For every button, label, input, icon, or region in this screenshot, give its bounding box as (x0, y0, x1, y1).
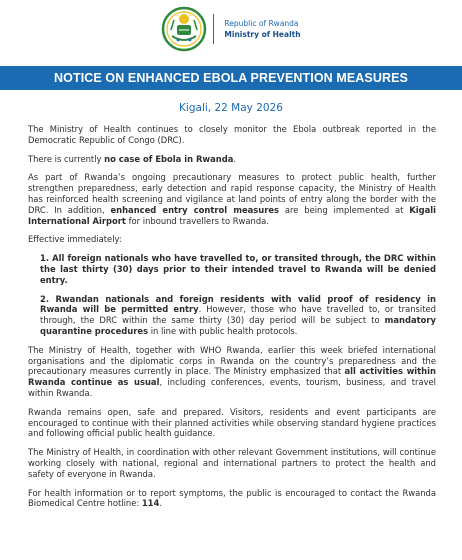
text: For health information or to report symptoms, the public is encouraged to contact the Rwanda Biomedical Centre hotline: (28, 487, 436, 509)
text: in line with public health protocols. (148, 325, 298, 336)
bold-text: no case of Ebola in Rwanda (104, 153, 234, 164)
date-location: Kigali, 22 May 2026 (179, 102, 283, 114)
logo-divider (213, 14, 214, 44)
bold-text: enhanced entry control measures (110, 204, 280, 215)
text: . (159, 498, 163, 509)
paragraph-measures (28, 172, 436, 226)
list-item-residents (40, 294, 436, 337)
bold-text: mandatory quarantine procedures (40, 315, 436, 336)
text: , including conferences, events, tourism, business, and travel within Rwanda. (28, 377, 437, 398)
paragraph-no-case (28, 154, 436, 165)
text: for inbound travellers to Rwanda. (125, 215, 269, 226)
rwanda-coat-of-arms-icon (161, 6, 207, 52)
paragraph-coordination: The Ministry of Health, in coordination with other relevant Government institutions, will continue working closely with national, regional and international partners to protect the health and safety of everyone in Rwanda. (28, 447, 436, 479)
bold-text: all activities within Rwanda continue as usual (28, 366, 436, 388)
paragraph-hotline (28, 488, 436, 510)
page-title: NOTICE ON ENHANCED EBOLA PREVENTION MEASURES (54, 71, 408, 85)
hotline-number: 114 (141, 498, 160, 509)
bold-text: Kigali International Airport (28, 204, 436, 226)
text: . However, those who have travelled to, or transited through, the DRC within the same thirty (30) day period will be subject to (40, 304, 436, 326)
text: . (233, 153, 237, 164)
paragraph-open-safe: Rwanda remains open, safe and prepared. Visitors, residents and event participants are encouraged to continue with their planned activities while observing standard hygiene practices and following official public health guidance. (28, 406, 436, 439)
bold-text: 2. Rwandan nationals and foreign residents with valid proof of residency in Rwanda will be permitted entry (40, 293, 436, 315)
org-line-ministry: Ministry of Health (224, 30, 301, 39)
text: As part of Rwanda’s ongoing precautionary measures to protect public health, further strengthen preparedness, early detection and rapid response capacity, the Ministry of Health has reinforced health screening and vigilance at land points of entry along the border with the DRC. In addition, (28, 172, 436, 215)
paragraph-effective: Effective immediately: (28, 234, 122, 245)
title-banner (0, 66, 462, 90)
text: There is currently (28, 153, 105, 164)
list-item-foreign-nationals: 1. All foreign nationals who have travelled to, or transited through, the DRC within the last thirty (30) days prior to their intended travel to Rwanda will be denied entry. (40, 253, 436, 285)
org-line-republic: Republic of Rwanda (224, 19, 299, 28)
ministry-logo (161, 6, 300, 52)
logo-text (224, 18, 300, 40)
letterhead (0, 0, 462, 58)
text: The Ministry of Health, together with WHO Rwanda, earlier this week briefed international organisations and the diplomatic corps in Rwanda on the country’s preparedness and the precautionary measures currently in place. The Ministry emphasized that (28, 344, 436, 377)
paragraph-intro: The Ministry of Health continues to closely monitor the Ebola outbreak reported in the Democratic Republic of Congo (DRC). (28, 124, 436, 145)
text: are being implemented at (279, 204, 410, 215)
notice-body (28, 124, 436, 517)
paragraph-who-briefing (28, 345, 436, 399)
